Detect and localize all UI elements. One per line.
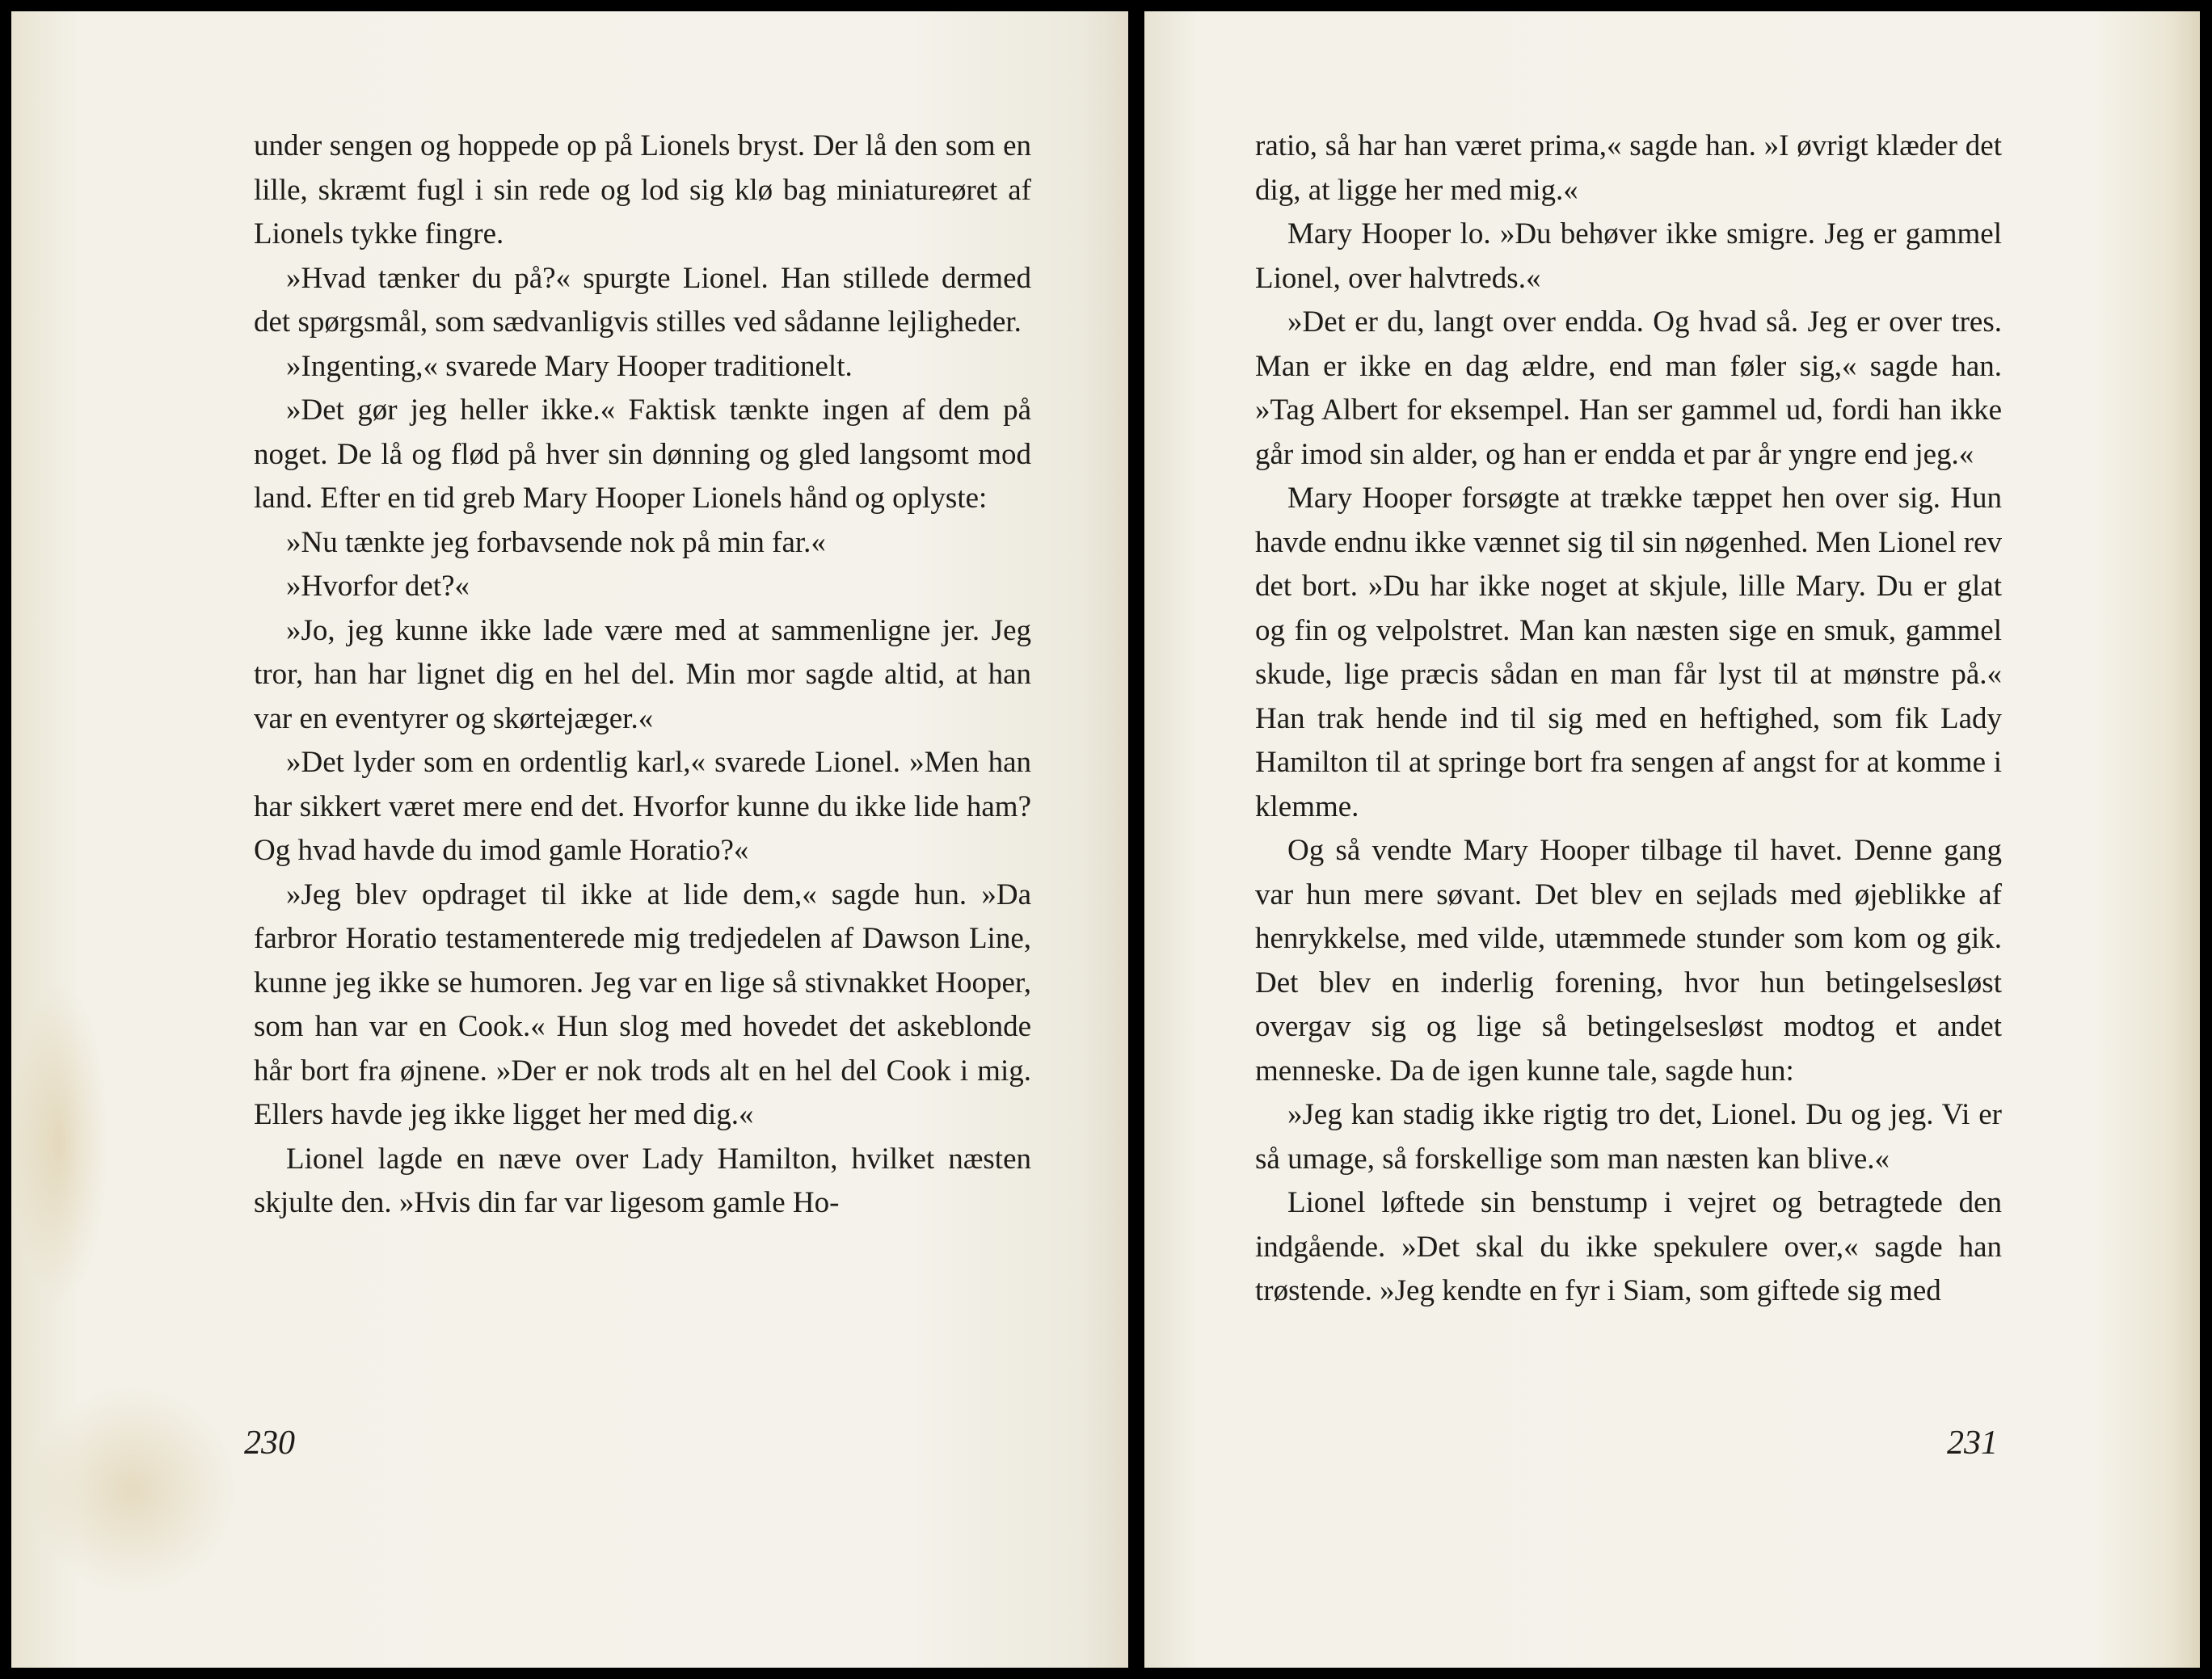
paragraph: »Hvorfor det?« bbox=[286, 570, 470, 603]
paragraph: Lionel lagde en næve over Lady Hamilton, hvilket næsten skjulte den. »Hvis din far var ligesom gamle Ho- bbox=[254, 1142, 1031, 1219]
paper-stain bbox=[11, 981, 108, 1304]
paragraph: »Ingenting,« svarede Mary Hooper traditionelt. bbox=[286, 349, 853, 383]
paragraph: Og så vendte Mary Hooper tilbage til havet. Denne gang var hun mere søvant. Det blev en sejlads med øjeblikke af henrykkelse, med vilde, utæmmede stunder som kom og gik. Det blev en inderlig forening, hvor hun betingelsesløst overgav sig og lige så betingelsesløst modtog et andet menneske. Da de igen kunne tale, sagde hun: bbox=[1255, 834, 2002, 1088]
page-number: 231 bbox=[1947, 1424, 1998, 1462]
paragraph: Lionel løftede sin benstump i vejret og betragtede den indgående. »Det skal du ikke spekulere over,« sagde han trøstende. »Jeg kendte en fyr i Siam, som giftede sig med bbox=[1255, 1186, 2002, 1307]
page-number: 230 bbox=[244, 1424, 295, 1462]
paragraph: »Jeg blev opdraget til ikke at lide dem,« sagde hun. »Da farbror Horatio testamenterede mig tredjedelen af Dawson Line, kunne jeg ikke se humoren. Jeg var en lige så stivnakket Hooper, som han var en Cook.« Hun slog med hovedet det askeblonde hår bort fra øjnene. »Der er nok trods alt en hel del Cook i mig. Ellers havde jeg ikke ligget her med dig.« bbox=[254, 877, 1031, 1131]
paragraph: »Jeg kan stadig ikke rigtig tro det, Lionel. Du og jeg. Vi er så umage, så forskellige som man næsten kan blive.« bbox=[1255, 1098, 2002, 1176]
left-page-text bbox=[254, 124, 1031, 1226]
right-page-text bbox=[1255, 124, 2002, 1314]
paragraph: ratio, så har han været prima,« sagde han. »I øvrigt klæder det dig, at ligge her med mig.« bbox=[1255, 129, 2002, 207]
paragraph: »Hvad tænker du på?« spurgte Lionel. Han stillede dermed det spørgsmål, som sædvanligvis stilles ved sådanne lejligheder. bbox=[254, 261, 1031, 339]
right-page bbox=[1144, 11, 2200, 1668]
paper-stain bbox=[27, 1385, 238, 1595]
left-page bbox=[11, 11, 1128, 1668]
paragraph: »Det er du, langt over endda. Og hvad så. Jeg er over tres. Man er ikke en dag ældre, end man føler sig,« sagde han. »Tag Albert for eksempel. Han ser gammel ud, fordi han ikke går imod sin alder, og han er endda et par år yngre end jeg.« bbox=[1255, 305, 2002, 471]
paragraph: »Det lyder som en ordentlig karl,« svarede Lionel. »Men han har sikkert været mere end det. Hvorfor kunne du ikke lide ham? Og hvad havde du imod gamle Horatio?« bbox=[254, 746, 1031, 867]
paragraph: Mary Hooper lo. »Du behøver ikke smigre. Jeg er gammel Lionel, over halvtreds.« bbox=[1255, 217, 2002, 295]
paragraph: under sengen og hoppede op på Lionels bryst. Der lå den som en lille, skræmt fugl i sin rede og lod sig klø bag miniatureøret af Lionels tykke fingre. bbox=[254, 129, 1031, 250]
paragraph: »Jo, jeg kunne ikke lade være med at sammenligne jer. Jeg tror, han har lignet dig en hel del. Min mor sagde altid, at han var en eventyrer og skørtejæger.« bbox=[254, 613, 1031, 735]
paragraph: »Nu tænkte jeg forbavsende nok på min far.« bbox=[286, 525, 826, 559]
paragraph: Mary Hooper forsøgte at trække tæppet hen over sig. Hun havde endnu ikke vænnet sig til sin nøgenhed. Men Lionel rev det bort. »Du har ikke noget at skjule, lille Mary. Du er glat og fin og velpolstret. Man kan næsten sige en smuk, gammel skude, lige præcis sådan en man får lyst til at mønstre på.« Han trak hende ind til sig med en heftighed, som fik Lady Hamilton til at springe bort fra sengen af angst for at komme i klemme. bbox=[1255, 482, 2002, 823]
paragraph: »Det gør jeg heller ikke.« Faktisk tænkte ingen af dem på noget. De lå og flød på hver sin dønning og gled langsomt mod land. Efter en tid greb Mary Hooper Lionels hånd og oplyste: bbox=[254, 393, 1031, 515]
